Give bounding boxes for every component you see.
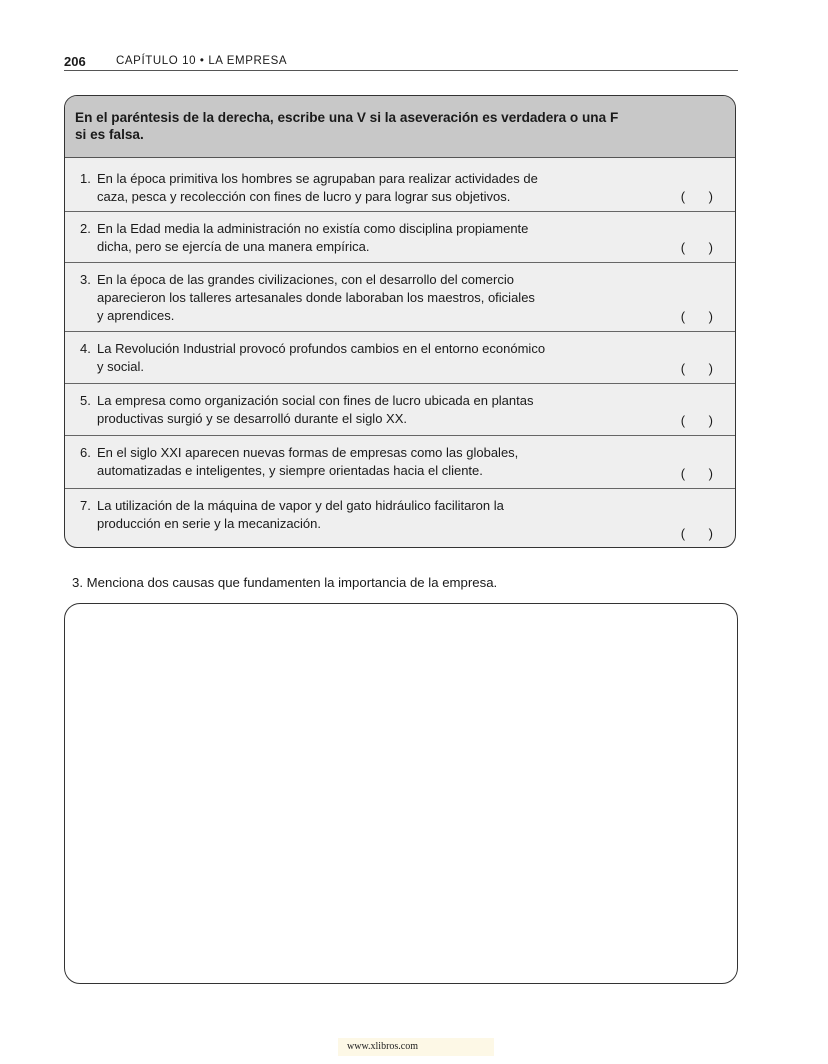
footer-watermark-band — [338, 1038, 494, 1056]
statement-row — [65, 263, 735, 332]
statement-text — [97, 220, 617, 256]
statement-row — [65, 436, 735, 489]
statement-row — [65, 212, 735, 263]
statement-text — [97, 444, 617, 480]
statement-line: En el siglo XXI aparecen nuevas formas de empresas como las globales, — [97, 445, 519, 460]
answer-parentheses[interactable]: ( ) — [680, 240, 723, 255]
statement-row — [65, 384, 735, 436]
statement-row — [65, 332, 735, 384]
statement-line: En la Edad media la administración no existía como disciplina propiamente — [97, 221, 529, 236]
true-false-exercise — [64, 95, 736, 548]
page-number: 206 — [64, 54, 86, 69]
statement-number: 3. — [80, 272, 91, 287]
statement-line: En la época primitiva los hombres se agrupaban para realizar actividades de — [97, 171, 538, 186]
statement-line: productivas surgió y se desarrolló durante el siglo XX. — [97, 411, 407, 426]
statement-line: automatizadas e inteligentes, y siempre orientadas hacia el cliente. — [97, 463, 483, 478]
statement-number: 6. — [80, 445, 91, 460]
statement-line: dicha, pero se ejercía de una manera empírica. — [97, 239, 370, 254]
answer-parentheses[interactable]: ( ) — [680, 526, 723, 541]
answer-box[interactable] — [64, 603, 738, 984]
answer-parentheses[interactable]: ( ) — [680, 466, 723, 481]
statement-text — [97, 340, 617, 376]
statement-line: producción en serie y la mecanización. — [97, 516, 322, 531]
statement-number: 5. — [80, 393, 91, 408]
statement-line: La empresa como organización social con fines de lucro ubicada en plantas — [97, 393, 534, 408]
footer-watermark: www.xlibros.com — [347, 1041, 419, 1052]
statement-text — [97, 497, 617, 533]
answer-parentheses[interactable]: ( ) — [680, 309, 723, 324]
page-header — [64, 53, 738, 71]
statement-number: 1. — [80, 171, 91, 186]
exercise-instruction — [65, 96, 735, 158]
statement-line: En la época de las grandes civilizaciones, con el desarrollo del comercio — [97, 272, 514, 287]
statement-text — [97, 271, 617, 325]
statement-row — [65, 158, 735, 212]
statement-line: La Revolución Industrial provocó profundos cambios en el entorno económico — [97, 341, 546, 356]
statement-line: aparecieron los talleres artesanales donde laboraban los maestros, oficiales — [97, 290, 535, 305]
statement-text — [97, 392, 617, 428]
answer-parentheses[interactable]: ( ) — [680, 361, 723, 376]
statement-number: 4. — [80, 341, 91, 356]
statement-line: caza, pesca y recolección con fines de lucro y para lograr sus objetivos. — [97, 189, 511, 204]
statement-row — [65, 489, 735, 548]
instruction-line: En el paréntesis de la derecha, escribe una V si la aseveración es verdadera o una F — [75, 110, 619, 125]
statement-number: 2. — [80, 221, 91, 236]
statement-line: La utilización de la máquina de vapor y del gato hidráulico facilitaron la — [97, 498, 504, 513]
answer-parentheses[interactable]: ( ) — [680, 413, 723, 428]
instruction-line: si es falsa. — [75, 127, 144, 142]
statement-line: y social. — [97, 359, 144, 374]
statement-number: 7. — [80, 498, 91, 513]
chapter-title: CAPÍTULO 10 • LA EMPRESA — [116, 55, 288, 67]
statement-text — [97, 170, 617, 206]
statement-line: y aprendices. — [97, 308, 175, 323]
answer-parentheses[interactable]: ( ) — [680, 189, 723, 204]
question-3-prompt: 3. Menciona dos causas que fundamenten la importancia de la empresa. — [72, 575, 498, 590]
